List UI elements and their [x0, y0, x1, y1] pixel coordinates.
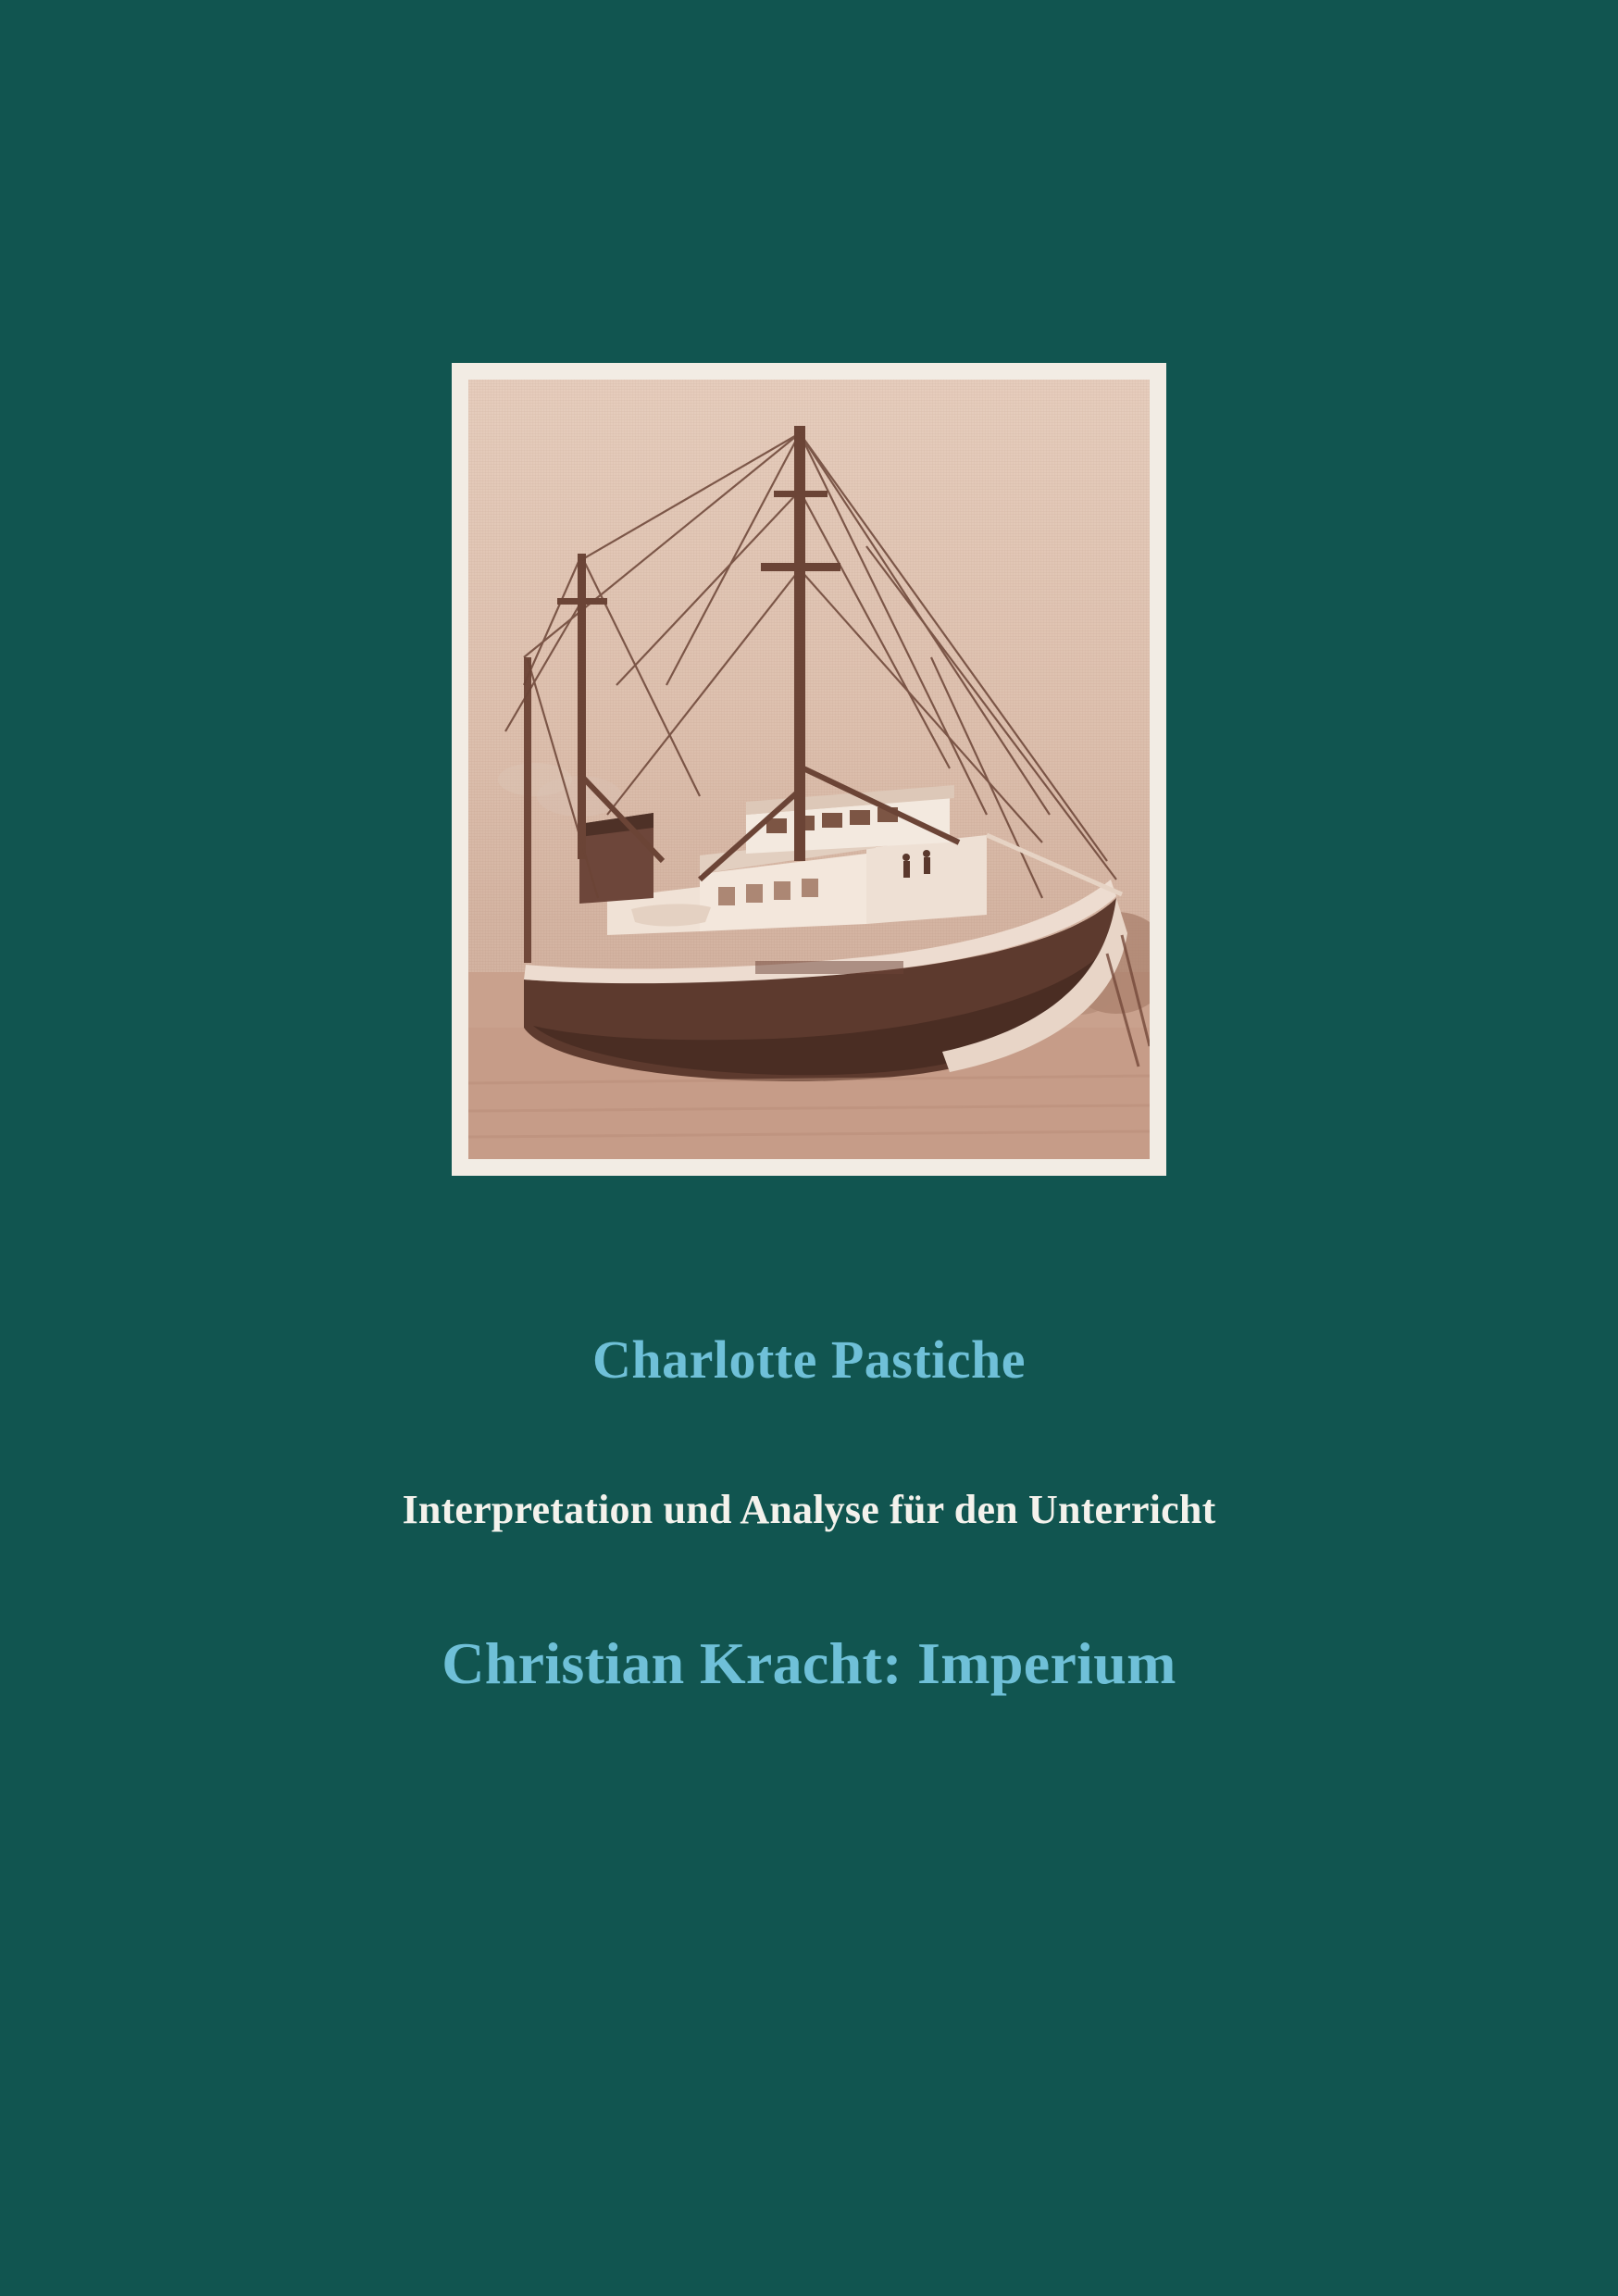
book-title: Christian Kracht: Imperium [442, 1630, 1176, 1696]
steamship-photograph [468, 380, 1150, 1159]
cover-image [468, 380, 1150, 1159]
steamship-illustration [468, 380, 1150, 1159]
cover-subtitle: Interpretation und Analyse für den Unterricht [402, 1487, 1216, 1532]
author-name: Charlotte Pastiche [591, 1329, 1027, 1390]
cover-image-frame [452, 363, 1166, 1176]
